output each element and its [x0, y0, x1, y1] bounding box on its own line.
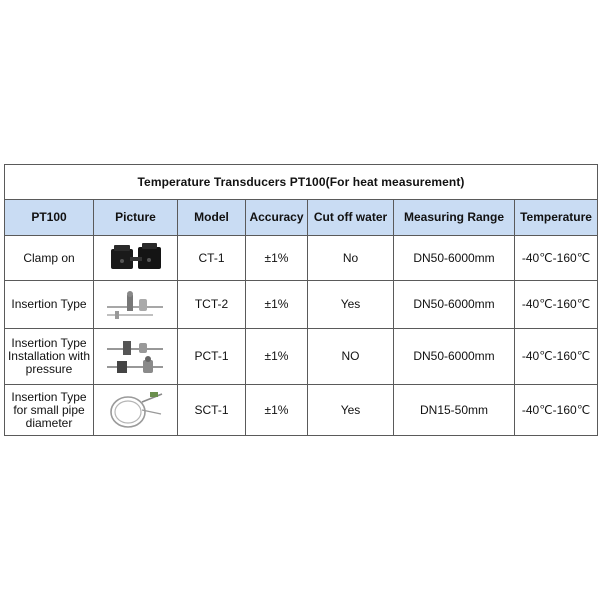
type-cell: Insertion Type for small pipe diameter: [5, 385, 94, 436]
model-cell: TCT-2: [178, 281, 246, 329]
col-header-picture: Picture: [94, 200, 178, 236]
temperature-cell: -40℃-160℃: [515, 281, 598, 329]
picture-cell: [94, 385, 178, 436]
range-cell: DN50-6000mm: [394, 329, 515, 385]
model-cell: PCT-1: [178, 329, 246, 385]
cutoff-cell: Yes: [308, 385, 394, 436]
small-pipe-probe-icon: [106, 388, 166, 432]
col-header-measuring-range: Measuring Range: [394, 200, 515, 236]
temperature-cell: -40℃-160℃: [515, 385, 598, 436]
accuracy-cell: ±1%: [246, 281, 308, 329]
temperature-cell: -40℃-160℃: [515, 236, 598, 281]
type-cell: Insertion Type: [5, 281, 94, 329]
range-cell: DN15-50mm: [394, 385, 515, 436]
temperature-cell: -40℃-160℃: [515, 329, 598, 385]
table-row: [5, 385, 598, 436]
transducer-table: [4, 164, 598, 436]
picture-cell: [94, 236, 178, 281]
accuracy-cell: ±1%: [246, 236, 308, 281]
picture-cell: [94, 281, 178, 329]
table-row: [5, 236, 598, 281]
col-header-accuracy: Accuracy: [246, 200, 308, 236]
cutoff-cell: NO: [308, 329, 394, 385]
table-row: [5, 281, 598, 329]
cutoff-cell: Yes: [308, 281, 394, 329]
pressure-insertion-probe-icon: [103, 335, 169, 379]
accuracy-cell: ±1%: [246, 385, 308, 436]
clamp-on-sensor-icon: [108, 241, 164, 275]
model-cell: SCT-1: [178, 385, 246, 436]
range-cell: DN50-6000mm: [394, 236, 515, 281]
accuracy-cell: ±1%: [246, 329, 308, 385]
col-header-pt100: PT100: [5, 200, 94, 236]
cutoff-cell: No: [308, 236, 394, 281]
insertion-probe-icon: [103, 287, 169, 323]
type-cell: Clamp on: [5, 236, 94, 281]
range-cell: DN50-6000mm: [394, 281, 515, 329]
spec-sheet: [4, 164, 597, 434]
table-row: [5, 329, 598, 385]
header-row: [5, 200, 598, 236]
col-header-model: Model: [178, 200, 246, 236]
col-header-cutoff-water: Cut off water: [308, 200, 394, 236]
col-header-temperature: Temperature: [515, 200, 598, 236]
picture-cell: [94, 329, 178, 385]
type-cell: Insertion Type Installation with pressure: [5, 329, 94, 385]
model-cell: CT-1: [178, 236, 246, 281]
table-title: Temperature Transducers PT100(For heat measurement): [5, 165, 598, 200]
